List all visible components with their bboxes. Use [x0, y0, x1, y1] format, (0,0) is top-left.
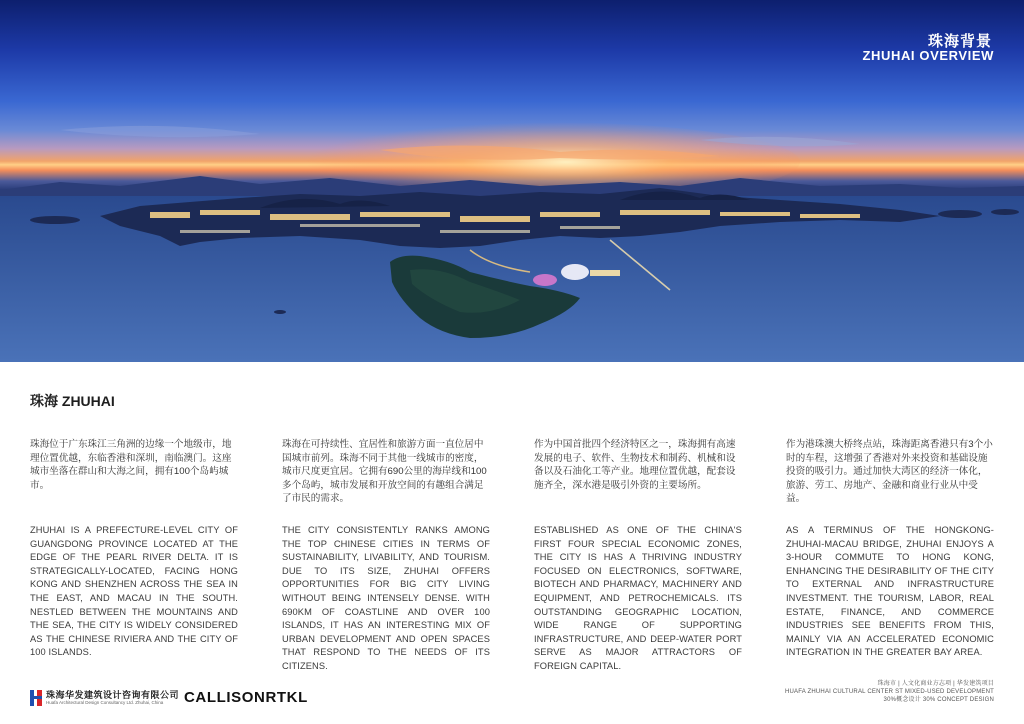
- text-column-3: [534, 438, 742, 674]
- text-column-4: [786, 438, 994, 660]
- huafa-logo: [30, 690, 179, 706]
- hero-title-en: ZHUHAI OVERVIEW: [862, 48, 994, 63]
- footer-project-info: [785, 680, 994, 704]
- huafa-logo-mark-icon: [30, 690, 42, 706]
- text-column-2: [282, 438, 490, 674]
- column-2-chinese-text: 珠海在可持续性、宜居性和旅游方面一直位居中国城市前列。珠海不同于其他一线城市的密度，城市尺度更宜居。它拥有690公里的海岸线和100多个岛屿，城市发展和开放空间的有趣组合满足了市民的需求。: [282, 439, 487, 505]
- column-2-english-text: THE CITY CONSISTENTLY RANKS AMONG THE TOP CHINESE CITIES IN TERMS OF SUSTAINABILITY, LIVABILITY, AND TOURISM. DUE TO ITS SIZE, ZHUHAI OFFERS OPPORTUNITIES FOR BIG CITY LIVING WITHOUT BEING INTENSELY DENSE. WITH 690KM OF COASTLINE AND OVER 100 ISLANDS, IT HAS AN INTERESTING MIX OF URBAN DEVELOPMENT AND OPEN SPACES THAT RESPOND TO THE NEEDS OF ITS CITIZENS.: [282, 525, 490, 671]
- text-column-1: [30, 438, 238, 660]
- huafa-logo-name: 珠海华发建筑设计咨询有限公司: [46, 690, 180, 700]
- huafa-logo-subtitle: Huafa Architectural Design Consultancy Ltd. Zhuhai, China: [46, 700, 164, 705]
- column-1-chinese-text: 珠海位于广东珠江三角洲的边缘一个地级市，地理位置优越，东临香港和深圳，南临澳门。这座城市坐落在群山和大海之间，拥有100个岛屿城市。: [30, 439, 232, 491]
- footer-line-1: 珠海市 | 人文化商业方志项 | 华发建筑项目: [877, 681, 994, 687]
- column-3-english-text: ESTABLISHED AS ONE OF THE CHINA'S FIRST FOUR SPECIAL ECONOMIC ZONES, THE CITY IS HAS A THRIVING INDUSTRY FOCUSED ON ELECTRONICS, SOFTWARE, BIOTECH AND PHARMACY, MACHINERY AND EQUIPMENT, AND PETROCHEMICALS. ITS OUTSTANDING GEOGRAPHIC LOCATION, WIDE RANGE OF SUPPORTING INFRASTRUCTURE, AND DEEP-WATER PORT SERVE AS MAJOR ATTRACTORS OF FOREIGN CAPITAL.: [534, 525, 742, 671]
- section-title: 珠海 ZHUHAI: [30, 393, 115, 409]
- column-4-english-text: AS A TERMINUS OF THE HONGKONG-ZHUHAI-MACAU BRIDGE, ZHUHAI ENJOYS A 3-HOUR COMMUTE TO HONG KONG, ENHANCING THE DESIRABILITY OF THE CITY TO EXTERNAL AND INFRASTRUCTURE INVESTMENT. THE TOURISM, LABOR, REAL ESTATE, FINANCE, AND COMMERCE INDUSTRIES SEE BENEFITS FROM THIS, MAINLY VIA AN ACCELERATED ECONOMIC INTEGRATION IN THE GREATER BAY AREA.: [786, 525, 994, 658]
- footer-line-3: 30%概念设计 30% CONCEPT DESIGN: [883, 697, 994, 703]
- callisonrtkl-logo: CALLISONRTKL: [184, 689, 308, 706]
- hero-title-cn: 珠海背景: [927, 33, 992, 50]
- column-3-chinese-text: 作为中国首批四个经济特区之一，珠海拥有高速发展的电子、软件、生物技术和制药、机械和设备以及石油化工等产业。地理位置优越，配套设施齐全，深水港是吸引外资的主要场所。: [534, 439, 736, 491]
- column-4-chinese-text: 作为港珠澳大桥终点站，珠海距离香港只有3个小时的车程，这增强了香港对外来投资和基础设施投资的吸引力。通过加快大湾区的经济一体化，旅游、劳工、房地产、金融和商业行业从中受益。: [786, 439, 993, 505]
- footer-line-2: HUAFA ZHUHAI CULTURAL CENTER ST MIXED-USED DEVELOPMENT: [784, 689, 994, 695]
- column-1-english-text: ZHUHAI IS A PREFECTURE-LEVEL CITY OF GUANGDONG PROVINCE LOCATED AT THE EDGE OF THE PEARL RIVER DELTA. IT IS STRATEGICALLY-LOCATED, FACING HONG KONG AND SHENZHEN ACROSS THE SEA IN THE EAST, AND MACAU IN THE SOUTH. NESTLED BETWEEN THE MOUNTAINS AND THE SEA, THE CITY IS WIDELY CONSIDERED AS THE CHINESE RIVIERA AND THE CITY OF 100 ISLANDS.: [30, 525, 238, 658]
